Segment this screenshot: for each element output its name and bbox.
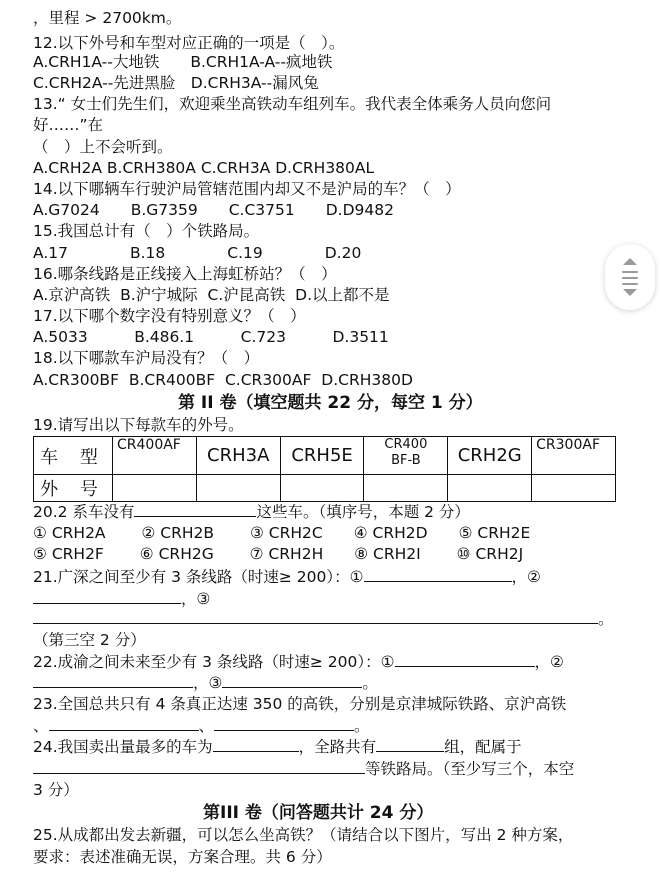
table-cell-blank[interactable] bbox=[364, 475, 448, 502]
table-row bbox=[34, 475, 616, 502]
question-22-prefix: 22.成渝之间未来至少有 3 条线路（时速≥ 200）：① bbox=[33, 653, 395, 671]
question-22-sep2: ，③ bbox=[193, 674, 223, 692]
question-23-line2 bbox=[33, 716, 370, 737]
question-25-line2: 要求：表述准确无误，方案合理。共 6 分） bbox=[33, 848, 332, 866]
answer-blank[interactable] bbox=[49, 716, 199, 731]
question-24-suffix: 等铁路局。（至少写三个，本空 bbox=[365, 760, 575, 778]
question-21-sep: ，② bbox=[511, 568, 541, 586]
chevron-down-icon bbox=[623, 289, 637, 296]
table-cell-blank[interactable] bbox=[532, 475, 616, 502]
question-21-end: 。 bbox=[598, 610, 614, 628]
question-18: 18.以下哪款车沪局没有？（ ） bbox=[33, 349, 260, 367]
question-12-options-cd: C.CRH2A--先进黑脸 D.CRH3A--漏风兔 bbox=[33, 74, 319, 92]
question-24-line3: 3 分） bbox=[33, 781, 79, 799]
question-13-line1: 13.“ 女士们先生们，欢迎乘坐高铁动车组列车。我代表全体乘务人员向您问 bbox=[33, 95, 552, 113]
question-20-options-row2: ⑤ CRH2F ⑥ CRH2G ⑦ CRH2H ⑧ CRH2I ⑩ CRH2J bbox=[33, 545, 524, 563]
handle-bar bbox=[622, 271, 638, 273]
section-3-title: 第III 卷（问答题共计 24 分） bbox=[203, 803, 434, 823]
table-cell: CRH2G bbox=[448, 437, 532, 475]
question-12: 12.以下外号和车型对应正确的一项是（ ）。 bbox=[33, 34, 345, 52]
question-19: 19.请写出以下每款车的外号。 bbox=[33, 416, 244, 434]
question-24-line2 bbox=[33, 759, 574, 780]
question-14: 14.以下哪辆车行驶沪局管辖范围内却又不是沪局的车？（ ） bbox=[33, 180, 461, 198]
table-cell: CR400AF bbox=[113, 437, 197, 475]
table-row bbox=[34, 437, 616, 475]
question-13-options: A.CRH2A B.CRH380A C.CRH3A D.CRH380AL bbox=[33, 159, 375, 177]
question-17: 17.以下哪个数字没有特别意义？（ ） bbox=[33, 307, 306, 325]
question-17-options: A.5033 B.486.1 C.723 D.3511 bbox=[33, 328, 389, 346]
question-13-line3: （ ）上不会听到。 bbox=[33, 138, 173, 156]
question-21-sep2: ，③ bbox=[181, 590, 211, 608]
answer-blank[interactable] bbox=[33, 609, 598, 624]
answer-blank[interactable] bbox=[33, 589, 181, 604]
table-cell: CRH5E bbox=[280, 437, 364, 475]
answer-blank[interactable] bbox=[33, 673, 193, 688]
question-16-options: A.京沪高铁 B.沪宁城际 C.沪昆高铁 D.以上都不是 bbox=[33, 286, 390, 304]
table-cell-blank[interactable] bbox=[448, 475, 532, 502]
table-header-nickname: 外 号 bbox=[34, 475, 113, 502]
question-12-options-ab: A.CRH1A--大地铁 B.CRH1A-A--疯地铁 bbox=[33, 53, 333, 71]
question-20-prefix: 20.2 系车没有 bbox=[33, 503, 135, 521]
table-header-model: 车 型 bbox=[34, 437, 113, 475]
question-15-options: A.17 B.18 C.19 D.20 bbox=[33, 244, 362, 262]
answer-blank[interactable] bbox=[33, 759, 365, 774]
question-23-end: 。 bbox=[354, 717, 370, 735]
question-22-line2 bbox=[33, 673, 378, 694]
table-cell-blank[interactable] bbox=[196, 475, 280, 502]
question-24-line1 bbox=[33, 737, 522, 758]
table-cell: CRH3A bbox=[196, 437, 280, 475]
question-23-sep2: 、 bbox=[198, 717, 215, 735]
question-21-line3 bbox=[33, 609, 614, 630]
train-type-table bbox=[33, 436, 616, 502]
question-21-line1 bbox=[33, 567, 541, 588]
question-22-line1 bbox=[33, 652, 564, 673]
text-line: ，里程 > 2700km。 bbox=[33, 9, 182, 27]
question-21-note: （第三空 2 分） bbox=[33, 631, 146, 649]
question-22-end: 。 bbox=[362, 674, 378, 692]
answer-blank[interactable] bbox=[214, 716, 354, 731]
chevron-up-icon bbox=[623, 258, 637, 265]
question-16: 16.哪条线路是正线接入上海虹桥站？（ ） bbox=[33, 265, 337, 283]
answer-blank[interactable] bbox=[395, 652, 535, 667]
table-cell-blank[interactable] bbox=[280, 475, 364, 502]
answer-blank[interactable] bbox=[364, 567, 512, 582]
table-cell: CR300AF bbox=[532, 437, 616, 475]
question-13-line2: 好……”在 bbox=[33, 116, 104, 134]
question-21-prefix: 21.广深之间至少有 3 条线路（时速≥ 200）：① bbox=[33, 568, 364, 586]
question-24-prefix: 24.我国卖出量最多的车为 bbox=[33, 738, 213, 756]
question-15: 15.我国总计有（ ）个铁路局。 bbox=[33, 222, 260, 240]
question-25-line1: 25.从成都出发去新疆，可以怎么坐高铁？（请结合以下图片，写出 2 种方案， bbox=[33, 826, 574, 844]
handle-bar bbox=[622, 277, 638, 279]
question-23-line1: 23.全国总共只有 4 条真正达速 350 的高铁，分别是京津城际铁路、京沪高铁 bbox=[33, 695, 567, 713]
question-20-suffix: 这些车。（填序号，本题 2 分） bbox=[256, 503, 470, 521]
question-18-options: A.CR300BF B.CR400BF C.CR300AF D.CRH380D bbox=[33, 371, 413, 389]
question-21-line2 bbox=[33, 589, 210, 610]
section-2-title: 第 II 卷（填空题共 22 分，每空 1 分） bbox=[178, 393, 483, 413]
scroll-handle-icon[interactable] bbox=[605, 244, 655, 310]
answer-blank[interactable] bbox=[222, 673, 362, 688]
question-22-sep: ，② bbox=[534, 653, 564, 671]
table-cell-blank[interactable] bbox=[113, 475, 197, 502]
question-24-mid: ，全路共有 bbox=[298, 738, 377, 756]
question-14-options: A.G7024 B.G7359 C.C3751 D.D9482 bbox=[33, 201, 394, 219]
answer-blank[interactable] bbox=[134, 502, 256, 517]
answer-blank[interactable] bbox=[376, 737, 444, 752]
table-cell: CR400 BF-B bbox=[364, 437, 448, 475]
question-20 bbox=[33, 502, 470, 523]
question-23-sep1: 、 bbox=[33, 717, 49, 735]
answer-blank[interactable] bbox=[213, 737, 299, 752]
handle-bar bbox=[622, 283, 638, 285]
question-20-options-row1: ① CRH2A ② CRH2B ③ CRH2C ④ CRH2D ⑤ CRH2E bbox=[33, 524, 531, 542]
question-24-mid2: 组，配属于 bbox=[444, 738, 522, 756]
